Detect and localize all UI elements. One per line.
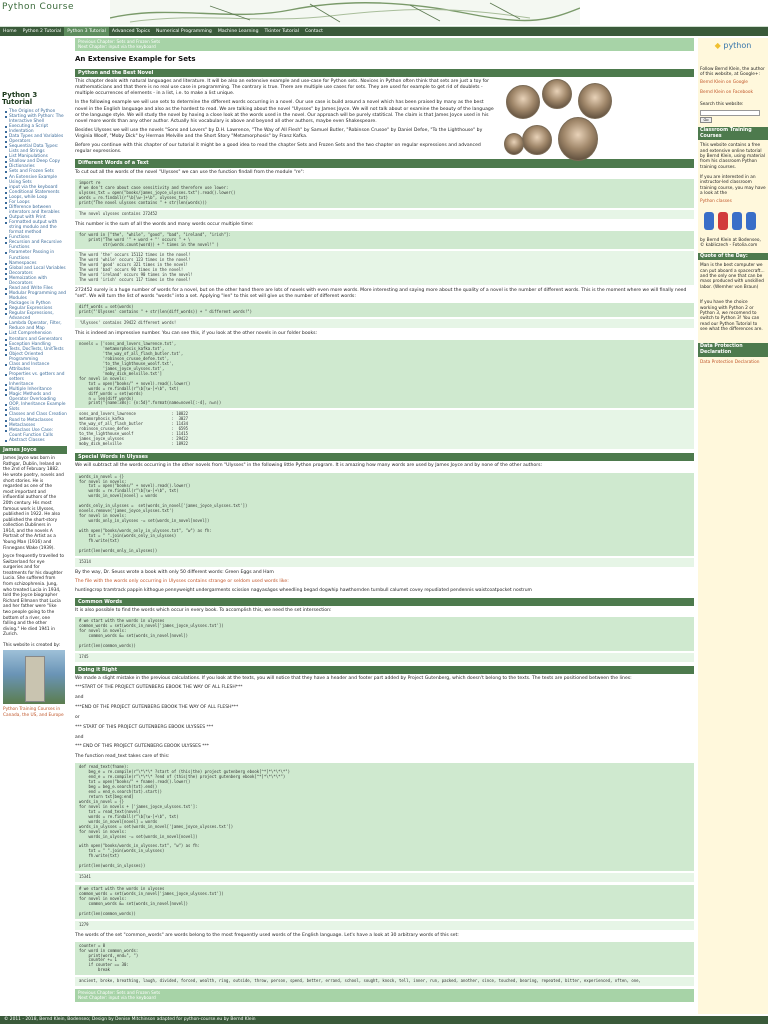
toc-item[interactable]: Parameter Passing in Functions	[4, 250, 67, 260]
toc-item[interactable]: Formatted output with string modulo and the format method	[4, 220, 67, 235]
paragraph: 272452 surely is a huge number of words for a novel, but on the other hand there are lots of novels with even more words. More interesting and saying more about the quality of a novel is the number of different words. This is the moment where we will finally need "set". We will turn the list of words "words" into a set. Applying "len" to this set will give us the number of different words:	[75, 288, 687, 300]
joyce-heading: James Joyce	[0, 446, 67, 455]
quote-heading: Quote of the Day:	[698, 253, 768, 261]
facebook-link[interactable]: Bernd Klein on Facebook	[700, 90, 753, 96]
toc-item[interactable]: Shallow and Deep Copy	[4, 159, 67, 164]
gutenberg-marker: *** START OF THIS PROJECT GUTENBERG EBOOK ULYSSES ***	[75, 724, 214, 730]
left-sidebar	[0, 90, 67, 1014]
code-output: 15341	[75, 873, 694, 882]
python-logo: ◆ python	[714, 41, 752, 50]
site-title[interactable]: Python Course	[2, 2, 74, 12]
paragraph	[75, 579, 694, 585]
toc-item[interactable]: Iterators and Generators	[4, 337, 67, 342]
joyce-bio: James Joyce was born in Rathgar, Dublin, Ireland on the 2nd of February 1882. He wrote poetry, novels and short stories. He is regarded as one of the most important and influential authors of the 20th century. His most famous work is Ulysses, published in 1922. He also published the short-story collection Dubliners in 1914, and the novels A Portrait of the Artist as a Young Man (1916) and Finnegans Wake (1939).	[3, 456, 64, 551]
toc-item[interactable]: input via the keyboard	[4, 185, 67, 190]
toc-item[interactable]: Properties vs. getters and setters	[4, 372, 67, 382]
joyce-bio-2: Joyce frequently travelled to Switzerland for eye surgeries and for treatments for his daughter Lucia. She suffered from from schizophrenia. Jung, who treated Lucia in 1934, told the Joyce biographer Richard Ellmann that Lucia and her father were "like two people going to the bottom of a river, one falling and the other diving." He died 1941 in Zurich.	[3, 554, 64, 638]
paragraph: The function read_text takes care of this:	[75, 754, 170, 760]
toc-item[interactable]: Read and Write Files	[4, 286, 67, 291]
novelists-photo-collage	[500, 77, 618, 169]
paragraph: We made a slight mistake in the previous calculations. If you look at the texts, you will notice that they have a header and footer part added by Project Gutenberg, which doesn't belong to the texts. The texts are positioned between the lines:	[75, 676, 632, 682]
section-heading: Python and the Best Novel	[75, 69, 694, 78]
toc-item[interactable]: Sequential Data Types: Lists and Strings	[4, 144, 67, 154]
toc-item[interactable]: Decorators	[4, 271, 67, 276]
toc-item[interactable]: Operators	[4, 139, 67, 144]
toc-item[interactable]: Modular Programming and Modules	[4, 291, 67, 301]
toc-item[interactable]: Memoization with Decorators	[4, 276, 67, 286]
code-output: sons_and_lovers_lawrence : 10822 metamorphosis_kafka : 3027 the_way_of_all_flash_butler : 11434 robinson_crusoe_defoe : 6595 to_the_lighthouse_woolf : 11415 james_joyce_ulysses : 29422 moby_dick_melville : 18922	[75, 410, 694, 449]
toc-item[interactable]: Output with Print	[4, 215, 67, 220]
code-output: ancient, broke, breathing, laugh, divided, forced, wealth, ring, outside, throw, person, spend, better, errand, school, sought, knock, tell, inner, run, packed, another, since, touched, bearing, repeated, bitter, experienced, often, one,	[75, 977, 694, 986]
toc-item[interactable]: Indentation	[4, 129, 67, 134]
gutenberg-marker: ***START OF THE PROJECT GUTENBERG EBOOK THE WAY OF ALL FLESH***	[75, 685, 243, 691]
toc-item[interactable]: OOP, Inheritance Example	[4, 402, 67, 407]
toc-item[interactable]: The Origins of Python	[4, 109, 67, 114]
header-banner-art	[110, 0, 580, 25]
right-sidebar	[698, 38, 768, 1014]
classroom-heading: Classroom Training Courses	[698, 127, 768, 141]
chapter-nav-top	[75, 38, 694, 51]
search-input[interactable]	[700, 110, 760, 116]
toc-item[interactable]: List Manipulations	[4, 154, 67, 159]
nav-item[interactable]: Advanced Topics	[111, 29, 150, 34]
follow-text: Follow Bernd Klein, the author of this website, at Google+:	[700, 67, 765, 78]
code-block: words_in_novel = {} for novel in novels: txt = open("books/" + novel).read().lower() words = re.findall(r"\b[\w-]+\b", txt) words_in_novel[novel] = words words_only_in_ulysses = set(words_in_novel['james_joyce_ulysses.txt']) novels.remove('james_joyce_ulysses.txt') for novel in novels: words_only_in_ulysses -= set(words_in_novel[novel]) with open("books/words_only_in_ulysses.txt", "w") as fh: txt = " ".join(words_only_in_ulysses) fh.write(txt) print(len(words_only_in_ulysses))	[75, 473, 694, 556]
toc-item[interactable]: Slots	[4, 407, 67, 412]
python3-switch-text: If you have the choice working with Python 2 or Python 3, we recomend to switch to Python 3! You can read our Python Tutorial to see what the differences are.	[700, 300, 763, 332]
paragraph: Before you continue with this chapter of our tutorial it might be a good idea to read the chapter Sets and Frozen Sets and the two chapter on regular expressions and advanced regular expressions.	[75, 143, 481, 155]
toc-item[interactable]: Lambda Operator, Filter, Reduce and Map	[4, 321, 67, 331]
search-label: Search this website:	[700, 102, 744, 108]
novelist-portrait	[542, 79, 572, 109]
toc-item[interactable]: Inheritance	[4, 382, 67, 387]
toc-item[interactable]: Classes and Class Creation	[4, 412, 67, 417]
toc-item[interactable]: Packages in Python	[4, 301, 67, 306]
toc-item[interactable]: Abstract Classes	[4, 438, 67, 443]
nav-item[interactable]: Python 2 Tutorial	[22, 29, 62, 34]
novelist-portrait	[558, 117, 598, 161]
main-content	[75, 38, 694, 1002]
toc-item[interactable]: Recursion and Recursive Functions	[4, 240, 67, 250]
paragraph: In the following example we will use sets to determine the different words occurring in a novel. Our use case is build around a novel which has been praised by many as the best novel in the English language and also as the hardest to read. We are talking about the novel "Ulysses" by James Joyce. We will not talk about or examine the beauty of the language or the language style. We will study the novel by having a close look at the words used in the novel. Our approach will be purely statitical. The claim is that James Joyce used in his novel more words than any other author. Actually his vocabulary is above and beyond all other authors, maybe even Shakespeare.	[75, 100, 494, 124]
search-form	[698, 109, 768, 124]
nav-item[interactable]: Tkinter Tutorial	[264, 29, 300, 34]
google-link[interactable]: Bernd Klein on Google	[700, 79, 748, 85]
code-output: The word 'the' occurs 15112 times in the novel! The word 'while' occurs 123 times in the novel! The word 'good' occurs 321 times in the novel! The word 'bad' occurs 90 times in the novel! The word 'ireland' occurs 90 times in the novel! The word 'irish' occurs 117 times in the novel!	[75, 251, 694, 285]
paragraph: Besides Ulysses we will use the novels "Sons and Lovers" by D.H. Lawrence, "The Way of All Flesh" by Samuel Butler, "Robinson Crusoe" by Daniel Defoe, "To the Lighthouse" by Virginia Woolf, "Moby Dick" by Herman Melville and the Short Story "Metamorphosis" by Franz Kafka.	[75, 127, 483, 139]
toc-item[interactable]: List Comprehension	[4, 331, 67, 336]
paragraph: By the way, Dr. Seuss wrote a book with only 50 different words: Green Eggs and Ham	[75, 569, 274, 575]
toc-item[interactable]: Multiple Inheritance	[4, 387, 67, 392]
toc-item[interactable]: For Loops	[4, 200, 67, 205]
privacy-link[interactable]: Data Protection Declaration	[700, 359, 760, 365]
code-block: diff_words = set(words) print("'Ulysses' contains " + str(len(diff_words)) + " different words!")	[75, 303, 694, 317]
training-link[interactable]: Python Training Courses in Canada, the US, and Europe	[3, 707, 64, 718]
novelist-portrait	[578, 83, 612, 119]
section-heading: Doing it Right	[75, 666, 694, 675]
toc-item[interactable]: Regular Expressions	[4, 306, 67, 311]
go-button[interactable]: Go	[700, 117, 712, 123]
code-output: 1745	[75, 653, 694, 662]
paragraph: This number is the sum of all the words and many words occur multiple time:	[75, 221, 254, 227]
code-block: # we start with the words in ulysses common_words = set(words_in_novel['james_joyce_ulysses.txt']) for novel in novels: common_words &= set(words_in_novel[novel]) print(len(common_words))	[75, 885, 694, 919]
next-chapter-link[interactable]: Next Chapter: input via the keyboard	[78, 44, 156, 50]
quote-text: Man is the best computer we can put aboard a spacecraft... and the only one that can be mass produced with unskilled labor. (Wernher von Braun)	[700, 263, 765, 290]
code-output: 15314	[75, 558, 694, 567]
chapter-nav-bottom	[75, 989, 694, 1002]
toc-item[interactable]: Magic Methods and Operator Overloading	[4, 392, 67, 402]
section-heading: Common Words	[75, 598, 694, 607]
toc-item[interactable]: Dictionaries	[4, 164, 67, 169]
prev-chapter-link[interactable]: Previous Chapter: Sets and Frozen Sets	[78, 990, 161, 996]
nav-item[interactable]: Python 3 Tutorial	[64, 27, 109, 36]
main-nav	[0, 27, 768, 36]
toc-item[interactable]: Exception Handling	[4, 342, 67, 347]
paragraph: We will subtract all the words occurring in the other novels from "Ulysses" in the following little Python program. It is amazing how many words are used by James Joyce and by none of the other authors:	[75, 463, 543, 469]
paragraph: The words of the set "common_words" are words belong to the most frequently used words of the English language. Let's have a look at 30 arbitrary words of this set:	[75, 932, 459, 938]
next-chapter-link[interactable]: Next Chapter: input via the keyboard	[78, 995, 156, 1001]
toc-item[interactable]: Loops, while Loop	[4, 195, 67, 200]
paragraph: To cut out all the words of the novel "Ulysses" we can use the function findall from the module "re":	[75, 169, 305, 175]
toc-item[interactable]: An Extensive Example Using Sets	[4, 175, 67, 185]
code-block: def read_text(fname): beg_e = re.compile(r"\*\*\* ?start of (this|the) project gutenberg ebook[^*]*\*\*\*") end_e = re.compile(r"\*\*\* ?end of (this|the) project gutenberg ebook[^*]*\*\*\*") txt = open("books/" + fname).read().lower() beg = beg_e.search(txt).end() end = end_e.search(txt).start() return txt[beg:end] words_in_novel = {} for novel in novels + ['james_joyce_ulysses.txt']: txt = read_text(novel) words = re.findall(r"\b[\w-]+\b", txt) words_in_novel[novel] = words words_in_ulysses = set(words_in_novel['james_joyce_ulysses.txt']) for novel in novels: words_in_ulysses -= set(words_in_novel[novel]) with open("books/words_in_ulysses.txt", "w") as fh: txt = " ".join(words_in_ulysses) fh.write(txt) print(len(words_in_ulysses))	[75, 763, 694, 871]
section-heading: Special Words in Ulysses	[75, 453, 694, 462]
connector-text: and	[75, 734, 84, 740]
code-block: for word in ["the", "while", "good", "bad", "ireland", "irish"]: print("The word '" + word + "' occurs " + \ str(words.count(word)) + " times in the novel!" )	[75, 231, 694, 250]
toc-item[interactable]: Functions	[4, 235, 67, 240]
special-words-list: huntingcrop tramtrack pappin kithogue pennyweight undergarments scission nagyaságos wheedling begad dogwhip hawthornden turnbull calumet covey repudiated pendennis waistcoatpocket nostrum	[75, 587, 532, 593]
code-block: import re # we don't care about case sensitivity and therefore use lower: ulysses_txt = open("books/james_joyce_ulysses.txt").read().lower() words = re.findall(r"\b[\w-]+\b", ulysses_txt) print("The novel ulysses contains " + str(len(words)))	[75, 179, 694, 208]
tutorial-toc	[0, 109, 67, 443]
connector-text: or	[75, 714, 80, 720]
gutenberg-marker: *** END OF THIS PROJECT GUTENBERG EBOOK ULYSSES ***	[75, 744, 210, 750]
toc-item[interactable]: Object Oriented Programming	[4, 352, 67, 362]
connector-text: and	[75, 695, 84, 701]
classroom-text: This website contains a free and extensive online tutorial by Bernd Klein, using material from his classroom Python training courses.	[700, 143, 765, 170]
python-logo-text: python	[723, 41, 752, 50]
novelist-portrait	[522, 125, 552, 155]
created-by-text: This website is created by:	[3, 642, 61, 648]
gutenberg-marker: ***END OF THE PROJECT GUTENBERG EBOOK THE WAY OF ALL FLESH***	[75, 705, 239, 711]
footer: © 2011 - 2018, Bernd Klein, Bodenseo; Design by Denise Mitchinson adapted for python-course.eu by Bernd Klein	[0, 1016, 768, 1024]
toc-item[interactable]: Data Types and Variables	[4, 134, 67, 139]
code-block: # we start with the words in ulysses common_words = set(words_in_novel['james_joyce_ulysses.txt']) for novel in novels: common_words &= set(words_in_novel[novel]) print(len(common_words))	[75, 617, 694, 651]
author-photo[interactable]	[3, 650, 65, 704]
code-output: 'Ulysses' contains 29422 different words!	[75, 319, 694, 328]
toc-item[interactable]: Sets and Frozen Sets	[4, 169, 67, 174]
code-block: counter = 0 for word in common_words: print(word, end=", ") counter += 1 if counter == 30: break	[75, 942, 694, 976]
toc-item[interactable]: Metaclasses	[4, 423, 67, 428]
paragraph: It is also possible to find the words which occur in every book. To accomplish this, we need the set intersection:	[75, 608, 332, 614]
code-output: The novel ulysses contains 272452	[75, 210, 694, 219]
code-output: 1279	[75, 921, 694, 930]
toc-item[interactable]: Conditional Statements	[4, 190, 67, 195]
toc-item[interactable]: Regular Expressions, Advanced	[4, 311, 67, 321]
nav-item[interactable]: Numerical Programming	[156, 29, 212, 34]
paragraph: This is indeed an impressive number. You can see this, if you look at the other novels in our folder books:	[75, 331, 318, 337]
toc-item[interactable]: Executing a Script	[4, 124, 67, 129]
prev-chapter-link[interactable]: Previous Chapter: Sets and Frozen Sets	[78, 39, 161, 44]
classroom-text-2: If you are interested in an instructor-led classroom training course, you may have a look at the	[700, 175, 766, 197]
toc-item[interactable]: Difference between interators and Iterables	[4, 205, 67, 215]
robots-caption: by Bernd Klein at Bodenseo, © kabliczech - Fotolia.com	[700, 237, 761, 249]
sidebar-heading: Python 3 Tutorial	[2, 91, 38, 107]
toc-item[interactable]: Tests, DocTests, UnitTests	[4, 347, 67, 352]
nav-item[interactable]: Contact	[305, 29, 323, 34]
words-file-link[interactable]: The file with the words only occurring in Ulysses contains strange or seldom used words like:	[75, 578, 289, 584]
nav-item[interactable]: Machine Learning	[217, 29, 259, 34]
toc-item[interactable]: Metaclass Use Case: Count Function Calls	[4, 428, 67, 438]
toc-item[interactable]: Namespaces	[4, 261, 67, 266]
paragraph: This chapter deals with natural languages and literature. It will be also an extensive example and use-case for Python sets. Novices in Python often think that sets are just a toy for mathematicians and that there is no real use case in programming. The contrary is true. There are multiple use cases for sets. They are used for example to get rid of doublets - multiple occurrences of elements - in a list, i.e. to make a list unique.	[75, 79, 489, 97]
section-heading: Different Words of a Text	[75, 159, 694, 168]
robots-image	[700, 208, 766, 234]
privacy-heading: Data Protection Declaration	[698, 343, 768, 357]
novelist-portrait	[504, 133, 524, 155]
nav-item[interactable]: Home	[3, 29, 17, 34]
code-block: novels = ['sons_and_lovers_lawrence.txt', 'metamorphosis_kafka.txt', 'the_way_of_all_flash_butler.txt', 'robinson_crusoe_defoe.txt', 'to_the_lighthouse_woolf.txt', 'james_joyce_ulysses.txt', 'moby_dick_melville.txt'] for novel in novels: txt = open("books/" + novel).read().lower() words = re.findall(r"\b[\w-]+\b", txt) diff_words = set(words) n = len(diff_words) print("{name:38s}: {n:5d}".format(name=novel[:-4], n=n))	[75, 340, 694, 408]
toc-item[interactable]: Global and Local Variables	[4, 266, 67, 271]
page-title: An Extensive Example for Sets	[75, 54, 196, 63]
novelist-portrait	[506, 85, 540, 119]
toc-item[interactable]: Starting with Python: The Interactive Shell	[4, 114, 67, 124]
toc-item[interactable]: Road to Metaclasses	[4, 418, 67, 423]
site-header	[0, 0, 768, 27]
python-classes-link[interactable]: Python classes	[700, 198, 732, 204]
toc-item[interactable]: Class and Instance Attributes	[4, 362, 67, 372]
